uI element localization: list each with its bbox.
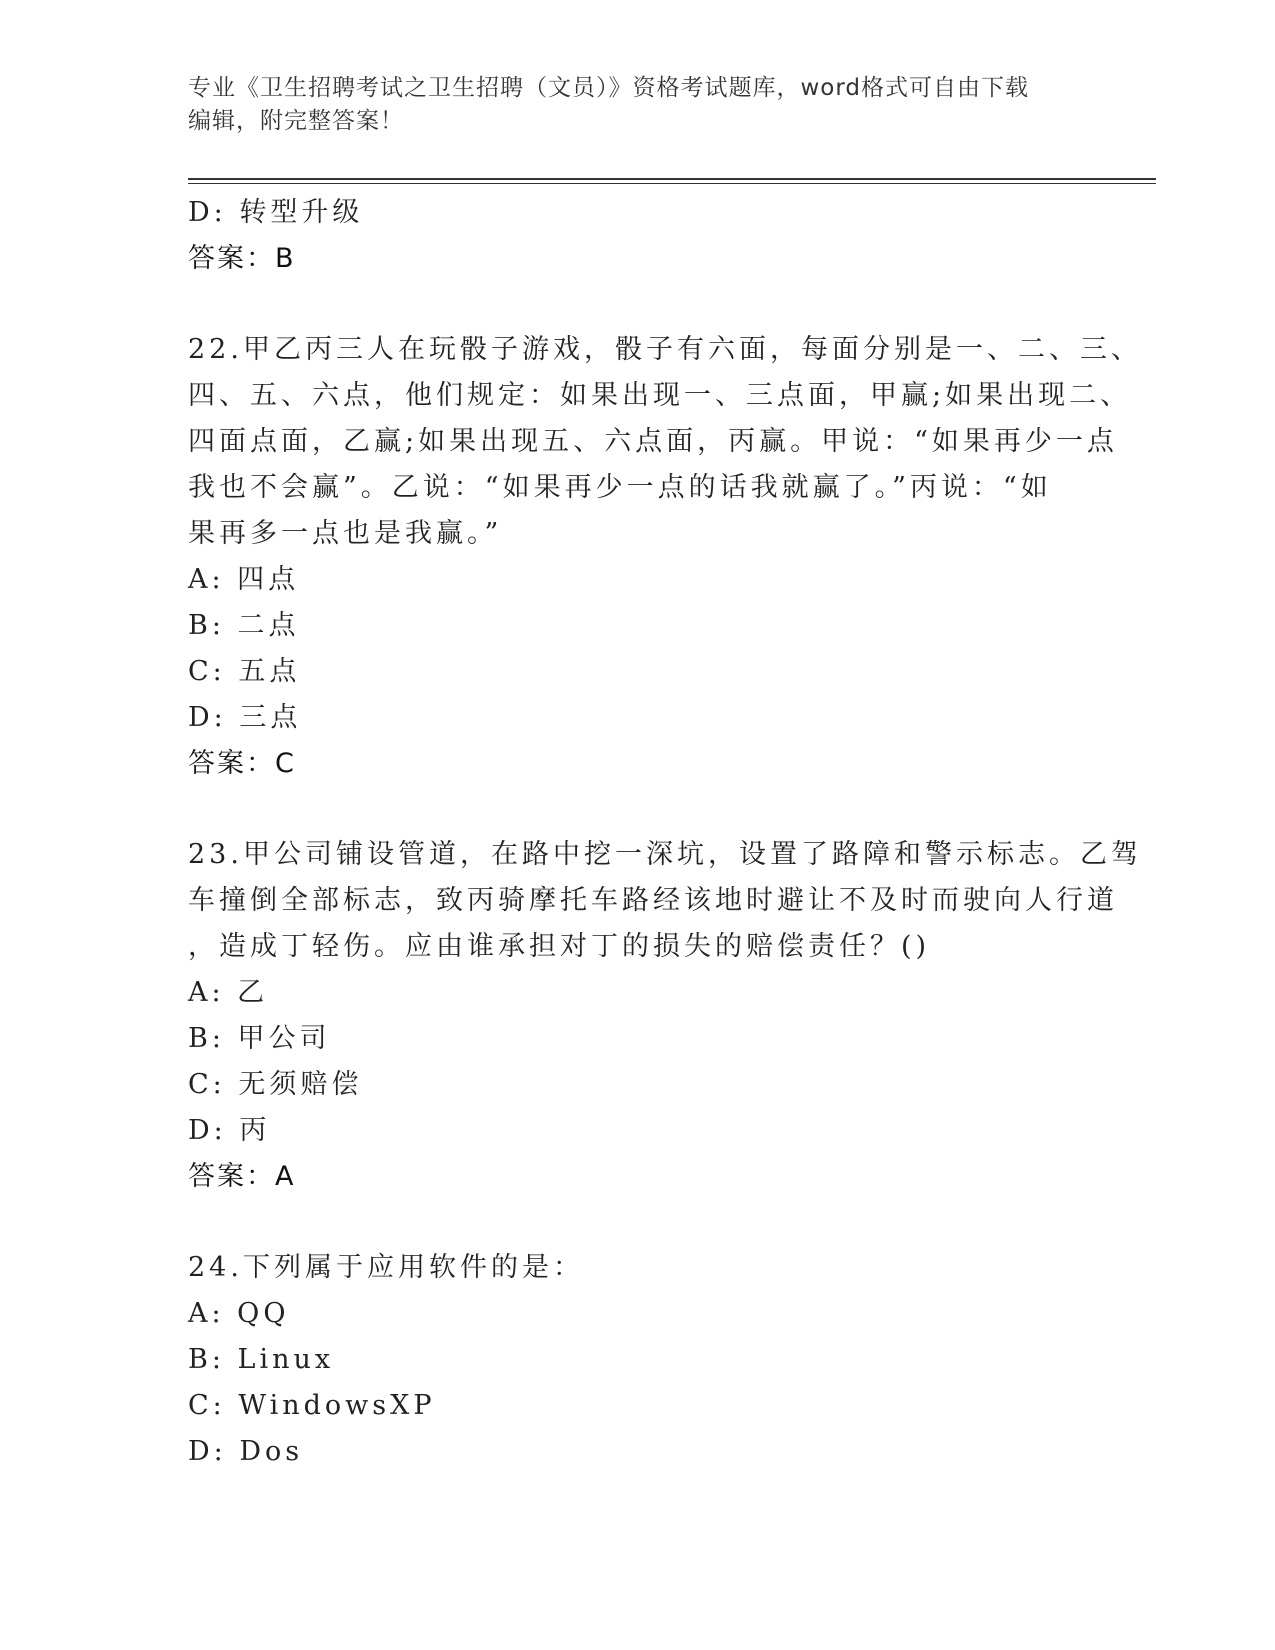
q22-stem: [188, 327, 1142, 557]
q23-option-d: D: 丙: [188, 1115, 271, 1146]
q23-option-b: B: 甲公司: [188, 1023, 331, 1054]
q23-answer: 答案：A: [188, 1161, 296, 1192]
q22-stem-line: 我也不会赢”。乙说：“如果再少一点的话我就赢了。”丙说：“如: [188, 472, 1052, 503]
q22-stem-line: 果再多一点也是我赢。”: [188, 518, 503, 549]
q24-stem-line: 24.下列属于应用软件的是：: [188, 1252, 584, 1283]
header-divider-thin: [188, 183, 1156, 184]
q23-stem: [188, 832, 1142, 970]
header-line-2: 编辑，附完整答案！: [188, 108, 404, 134]
header-divider-thick: [188, 178, 1156, 180]
q22-option-d: D: 三点: [188, 702, 302, 733]
q23-stem-line: ，造成丁轻伤。应由谁承担对丁的损失的赔偿责任？(): [188, 931, 931, 962]
q23-stem-line: 车撞倒全部标志，致丙骑摩托车路经该地时避让不及时而驶向人行道: [188, 885, 1118, 916]
q23-option-c: C: 无须赔偿: [188, 1069, 363, 1100]
q24-option-b: B: Linux: [188, 1344, 335, 1375]
q23-option-a: A: 乙: [188, 977, 269, 1008]
header-line-1: 专业《卫生招聘考试之卫生招聘（文员）》资格考试题库，word格式可自由下载: [188, 75, 1030, 101]
prev-option-d: D: 转型升级: [188, 197, 364, 228]
q22-option-b: B: 二点: [188, 610, 300, 641]
q22-stem-line: 22.甲乙丙三人在玩骰子游戏，骰子有六面，每面分别是一、二、三、: [188, 334, 1142, 365]
q22-option-a: A: 四点: [188, 564, 300, 595]
q22-stem-line: 四、五、六点，他们规定：如果出现一、三点面，甲赢;如果出现二、: [188, 380, 1132, 411]
q22-answer: 答案：C: [188, 748, 296, 779]
q22-option-c: C: 五点: [188, 656, 301, 687]
q24-stem: [188, 1245, 1088, 1291]
q23-stem-line: 23.甲公司铺设管道，在路中挖一深坑，设置了路障和警示标志。乙驾: [188, 839, 1142, 870]
document-header: [188, 72, 1088, 138]
q24-option-a: A: QQ: [188, 1298, 290, 1329]
question-content: [188, 190, 1142, 1475]
q24-option-d: D: Dos: [188, 1436, 304, 1467]
prev-answer: 答案：B: [188, 243, 296, 274]
q24-option-c: C: WindowsXP: [188, 1390, 436, 1421]
q22-stem-line: 四面点面，乙赢;如果出现五、六点面，丙赢。甲说：“如果再少一点: [188, 426, 1118, 457]
